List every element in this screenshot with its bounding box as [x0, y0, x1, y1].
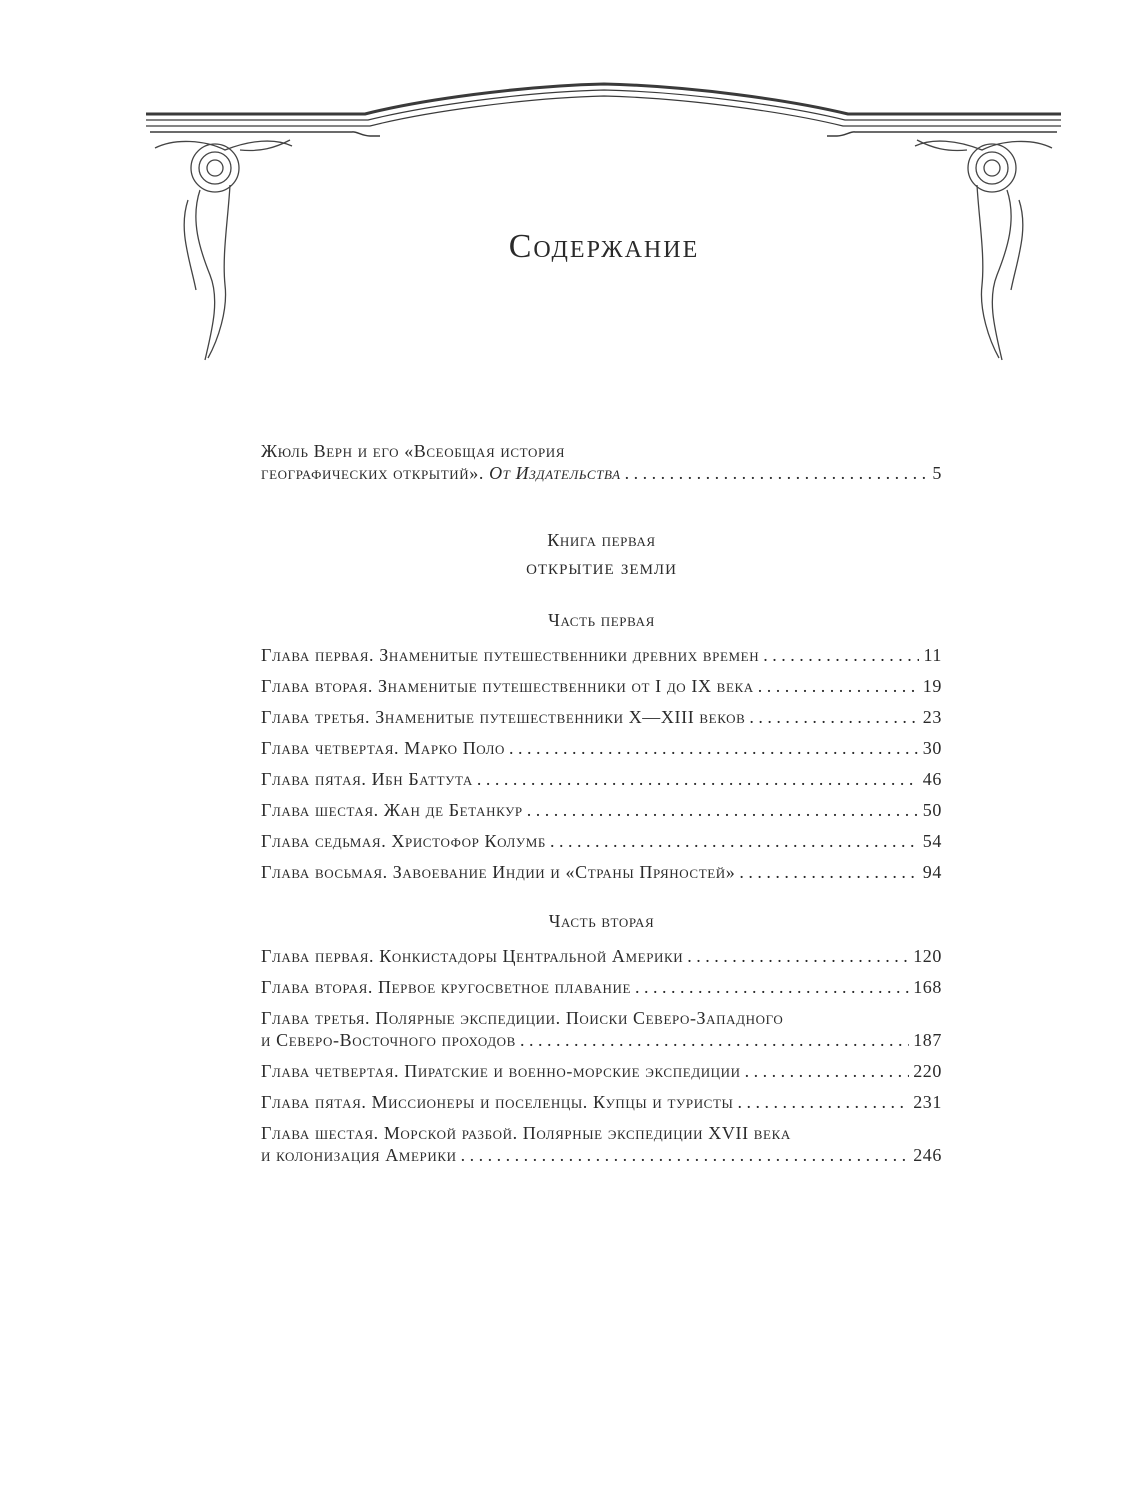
dot-leader	[635, 976, 909, 998]
page-number: 19	[922, 676, 942, 696]
page-number: 50	[922, 800, 942, 820]
dot-leader	[625, 462, 929, 484]
chapter-title: Глава вторая. Первое кругосветное плавание	[261, 977, 632, 997]
part-heading: Часть вторая	[548, 911, 655, 931]
chapter-title: Глава первая. Конкистадоры Центральной Америки	[261, 946, 684, 966]
page-number: 5	[932, 463, 942, 483]
part-heading: Часть первая	[548, 610, 655, 630]
chapter-title: Глава вторая. Знаменитые путешественники от I до IX века	[261, 676, 754, 696]
toc-entry[interactable]	[261, 799, 942, 821]
page-number: 231	[913, 1092, 942, 1112]
toc-entry[interactable]	[261, 1060, 942, 1082]
page-number: 220	[913, 1061, 942, 1081]
book-title: открытие земли	[526, 555, 677, 579]
book-heading	[261, 528, 942, 582]
toc-entry-multiline[interactable]	[261, 1122, 942, 1166]
dot-leader	[745, 1060, 910, 1082]
dot-leader	[739, 861, 918, 883]
dot-leader	[477, 768, 919, 790]
chapter-title: Глава восьмая. Завоевание Индии и «Страны Пряностей»	[261, 862, 736, 882]
page-number: 30	[922, 738, 942, 758]
chapter-title: Глава третья. Знаменитые путешественники X—XIII веков	[261, 707, 746, 727]
dot-leader	[687, 945, 909, 967]
chapter-title: Глава пятая. Миссионеры и поселенцы. Купцы и туристы	[261, 1092, 734, 1112]
chapter-title: Глава первая. Знаменитые путешественники древних времен	[261, 645, 760, 665]
chapter-title-line-1: Глава шестая. Морской разбой. Полярные экспедиции XVII века	[261, 1123, 791, 1143]
chapter-title: Глава шестая. Жан де Бетанкур	[261, 800, 523, 820]
chapter-title: Глава четвертая. Марко Поло	[261, 738, 506, 758]
page-number: 168	[913, 977, 942, 997]
toc-entry-intro[interactable]	[261, 462, 942, 484]
intro-line-1: Жюль Верн и его «Всеобщая история	[261, 441, 566, 461]
dot-leader	[737, 1091, 909, 1113]
page-number: 54	[922, 831, 942, 851]
toc-entry[interactable]	[261, 737, 942, 759]
toc-entry[interactable]	[261, 830, 942, 852]
table-of-contents	[261, 440, 942, 1175]
page-number: 23	[922, 707, 942, 727]
chapter-title: Глава четвертая. Пиратские и военно-морские экспедиции	[261, 1061, 741, 1081]
dot-leader	[550, 830, 919, 852]
toc-entry[interactable]	[261, 1091, 942, 1113]
dot-leader	[527, 799, 919, 821]
toc-entry[interactable]	[261, 675, 942, 697]
chapter-title-line-1: Глава третья. Полярные экспедиции. Поиски Северо-Западного	[261, 1008, 784, 1028]
chapter-title: Глава седьмая. Христофор Колумб	[261, 831, 546, 851]
intro-author: От Издательства	[489, 463, 621, 483]
page-number: 187	[913, 1030, 942, 1050]
ornamental-frame	[0, 0, 1145, 380]
chapter-title-line-2: и Северо-Восточного проходов	[261, 1030, 516, 1050]
toc-entry[interactable]	[261, 706, 942, 728]
page-number: 46	[922, 769, 942, 789]
dot-leader	[763, 644, 919, 666]
toc-entry[interactable]	[261, 945, 942, 967]
page-title: Содержание	[508, 228, 700, 265]
chapter-title: Глава пятая. Ибн Баттута	[261, 769, 473, 789]
dot-leader	[520, 1029, 909, 1051]
page-number: 94	[922, 862, 942, 882]
toc-entry[interactable]	[261, 976, 942, 998]
chapter-title-line-2: и колонизация Америки	[261, 1145, 457, 1165]
page-number: 120	[913, 946, 942, 966]
toc-entry[interactable]	[261, 861, 942, 883]
dot-leader	[509, 737, 919, 759]
intro-line-2: географических открытий».	[261, 463, 484, 483]
page-number: 246	[913, 1145, 942, 1165]
toc-entry[interactable]	[261, 768, 942, 790]
toc-entry[interactable]	[261, 644, 942, 666]
book-label: Книга первая	[547, 530, 656, 550]
dot-leader	[461, 1144, 910, 1166]
dot-leader	[749, 706, 918, 728]
page-number: 11	[923, 645, 942, 665]
dot-leader	[758, 675, 919, 697]
toc-entry-multiline[interactable]	[261, 1007, 942, 1051]
